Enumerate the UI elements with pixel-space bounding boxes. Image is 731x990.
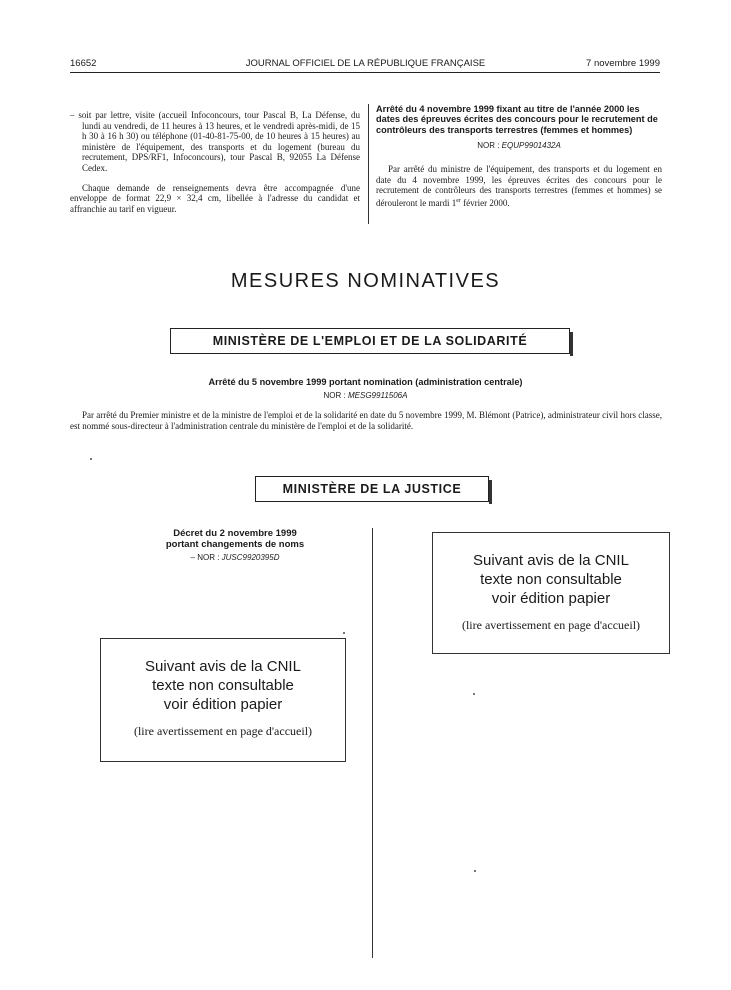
cnil-left-line-3: voir édition papier [163, 696, 283, 713]
contact-bullet: – soit par lettre, visite (accueil Infoconcours, tour Pascal B, La Défense, du lundi au vendredi, de 11 heures à 13 heures, et le vendredi après-midi, de 15 h 30 à 16 h 30) ou téléphone (01-40-81-75-00, de 10 heures à 15 heures) au ministère de l'équipement, des transports et du logement (bureau du recrutement, DPS/RF1, Infoconcours), tour Pascal B, 92055 La Défense Cedex. [70, 110, 360, 173]
emploi-body: Par arrêté du Premier ministre et de la ministre de l'emploi et de la solidarité en date du 5 novembre 1999, M. Blémont (Patrice), administrateur civil hors classe, est nommé sous-directeur à l'administration centrale du ministère de l'emploi et de la solidarité. [70, 410, 662, 431]
cnil-notice-left [100, 638, 346, 762]
cnil-right-line-3: voir édition papier [491, 590, 611, 607]
cnil-left-line-1: Suivant avis de la CNIL [145, 658, 301, 675]
scan-speck [473, 693, 475, 695]
section-title: MESURES NOMINATIVES [230, 270, 501, 292]
page-number: 16652 [70, 58, 97, 69]
column-divider-bottom [372, 528, 373, 958]
cnil-right-line-1: Suivant avis de la CNIL [473, 552, 629, 569]
decree-line-2: portant changements de noms [165, 539, 305, 550]
justice-nor [120, 553, 350, 562]
emploi-nor-code: MESG9911506A [348, 391, 408, 400]
nor-code: EQUP9901432A [501, 141, 561, 151]
justice-nor-code: JUSC9920395D [221, 553, 280, 562]
justice-nor-label: – NOR : [190, 553, 220, 562]
nor-reference [376, 141, 662, 150]
emploi-arrete-title: Arrêté du 5 novembre 1999 portant nomination (administration centrale) [208, 377, 523, 387]
ministry-emploi-box [170, 328, 570, 354]
ministry-justice-label: MINISTÈRE DE LA JUSTICE [282, 482, 462, 496]
cnil-left-line-4: (lire avertissement en page d'accueil) [133, 724, 313, 738]
justice-decree-heading [120, 528, 350, 550]
cnil-left-line-2: texte non consultable [152, 677, 294, 694]
issue-date: 7 novembre 1999 [586, 58, 660, 69]
nor-label: NOR : [477, 141, 500, 151]
scan-speck [343, 632, 345, 634]
cnil-notice-right [432, 532, 670, 654]
ministry-justice-box [255, 476, 489, 502]
scan-speck [474, 870, 476, 872]
request-paragraph: Chaque demande de renseignements devra être accompagnée d'une enveloppe de format 22,9 × 32,4 cm, libellée à l'adresse du candidat et affranchie au tarif en vigueur. [70, 182, 360, 214]
top-left-column [70, 110, 360, 214]
cnil-right-line-2: texte non consultable [480, 571, 622, 588]
arrete-body: Par arrêté du ministre de l'équipement, des transports et du logement en date du 4 novembre 1999, les épreuves écrites des concours pour le recrutement de contrôleurs des transports terrestres (femmes et hommes) se dérouleront le mardi 1er février 2000. [376, 164, 662, 208]
ministry-emploi-label: MINISTÈRE DE L'EMPLOI ET DE LA SOLIDARITÉ [212, 334, 528, 348]
top-right-column [376, 104, 662, 209]
scan-speck [90, 458, 92, 460]
arrete-title: Arrêté du 4 novembre 1999 fixant au titre de l'année 2000 les dates des épreuves écrites des concours pour le recrutement de contrôleurs des transports terrestres (femmes et hommes) [376, 104, 658, 135]
journal-title: JOURNAL OFFICIEL DE LA RÉPUBLIQUE FRANÇAISE [245, 58, 486, 69]
emploi-nor-label: NOR : [323, 391, 346, 400]
column-divider-top [368, 104, 369, 224]
emploi-nor [0, 391, 731, 400]
cnil-right-line-4: (lire avertissement en page d'accueil) [461, 618, 641, 632]
decree-line-1: Décret du 2 novembre 1999 [173, 528, 297, 539]
header-rule [70, 72, 660, 73]
